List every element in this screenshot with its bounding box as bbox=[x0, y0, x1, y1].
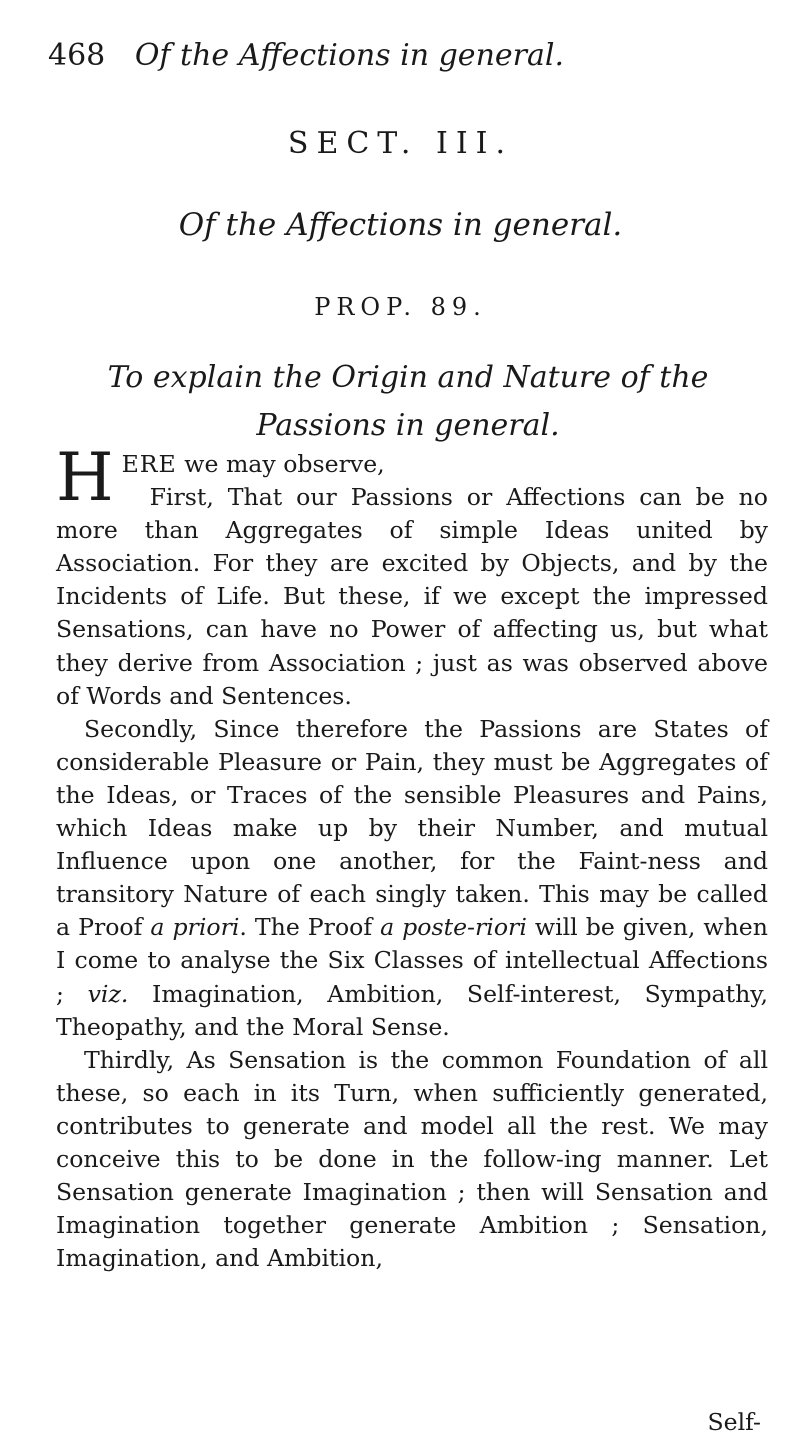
paragraph-thirdly: Thirdly, As Sensation is the common Foundation of all these, so each in its Turn, when sufficiently generated, contributes to generate and model all the rest. We may conceive this to be done in the follow-ing manner. Let Sensation generate Imagination ; then will Sensation and Imagination together generate Ambition ; Sensation, Imagination, and Ambition, bbox=[56, 1045, 768, 1273]
drop-cap: H bbox=[56, 439, 114, 516]
page-number: 468 bbox=[48, 38, 106, 73]
paragraph-first: First, That our Passions or Affections can be no more than Aggregates of simple Ideas united by Association. For they are excited by Objects, and by the Incidents of Life. But these, if we except the impressed Sensations, can have no Power of affecting us, but what they derive from Association ; just as was observed above of Words and Sentences. bbox=[56, 483, 768, 710]
running-head-title: Of the Affections in general. bbox=[134, 38, 564, 73]
proposition-statement: To explain the Origin and Nature of the Passions in general. bbox=[107, 360, 709, 443]
a-posteriori-term: a poste-riori bbox=[380, 913, 527, 942]
section-title: Of the Affections in general. bbox=[178, 207, 623, 243]
secondly-text-d: Imagination, Ambition, Self-interest, Sympathy, Theopathy, and the Moral Sense. bbox=[56, 979, 768, 1041]
paragraph-secondly bbox=[56, 713, 768, 1044]
intro-text: we may observe, bbox=[176, 450, 385, 478]
viz-term: viz. bbox=[87, 979, 129, 1008]
paragraph-intro bbox=[56, 439, 768, 516]
secondly-text-c: will be given, when I come to analyse the Six Classes of intellectual Affections ; bbox=[56, 913, 768, 1008]
running-head bbox=[48, 36, 761, 76]
proposition-heading: PROP. 89. bbox=[314, 293, 487, 321]
catchword: Self- bbox=[707, 1408, 761, 1436]
intro-lead: ERE bbox=[121, 450, 177, 478]
section-heading: SECT. III. bbox=[287, 126, 514, 161]
a-priori-term: a priori bbox=[150, 913, 240, 942]
body-text bbox=[56, 439, 768, 1275]
secondly-text-a: Secondly, Since therefore the Passions are States of considerable Pleasure or Pain, they must be Aggregates of the Ideas, or Traces of the sensible Pleasures and Pains, which Ideas make up by their Number, and mutual Influence upon one another, for the Faint-ness and transitory Nature of each singly taken. This may be called a Proof bbox=[56, 714, 768, 942]
secondly-text-b: . The Proof bbox=[239, 913, 381, 942]
